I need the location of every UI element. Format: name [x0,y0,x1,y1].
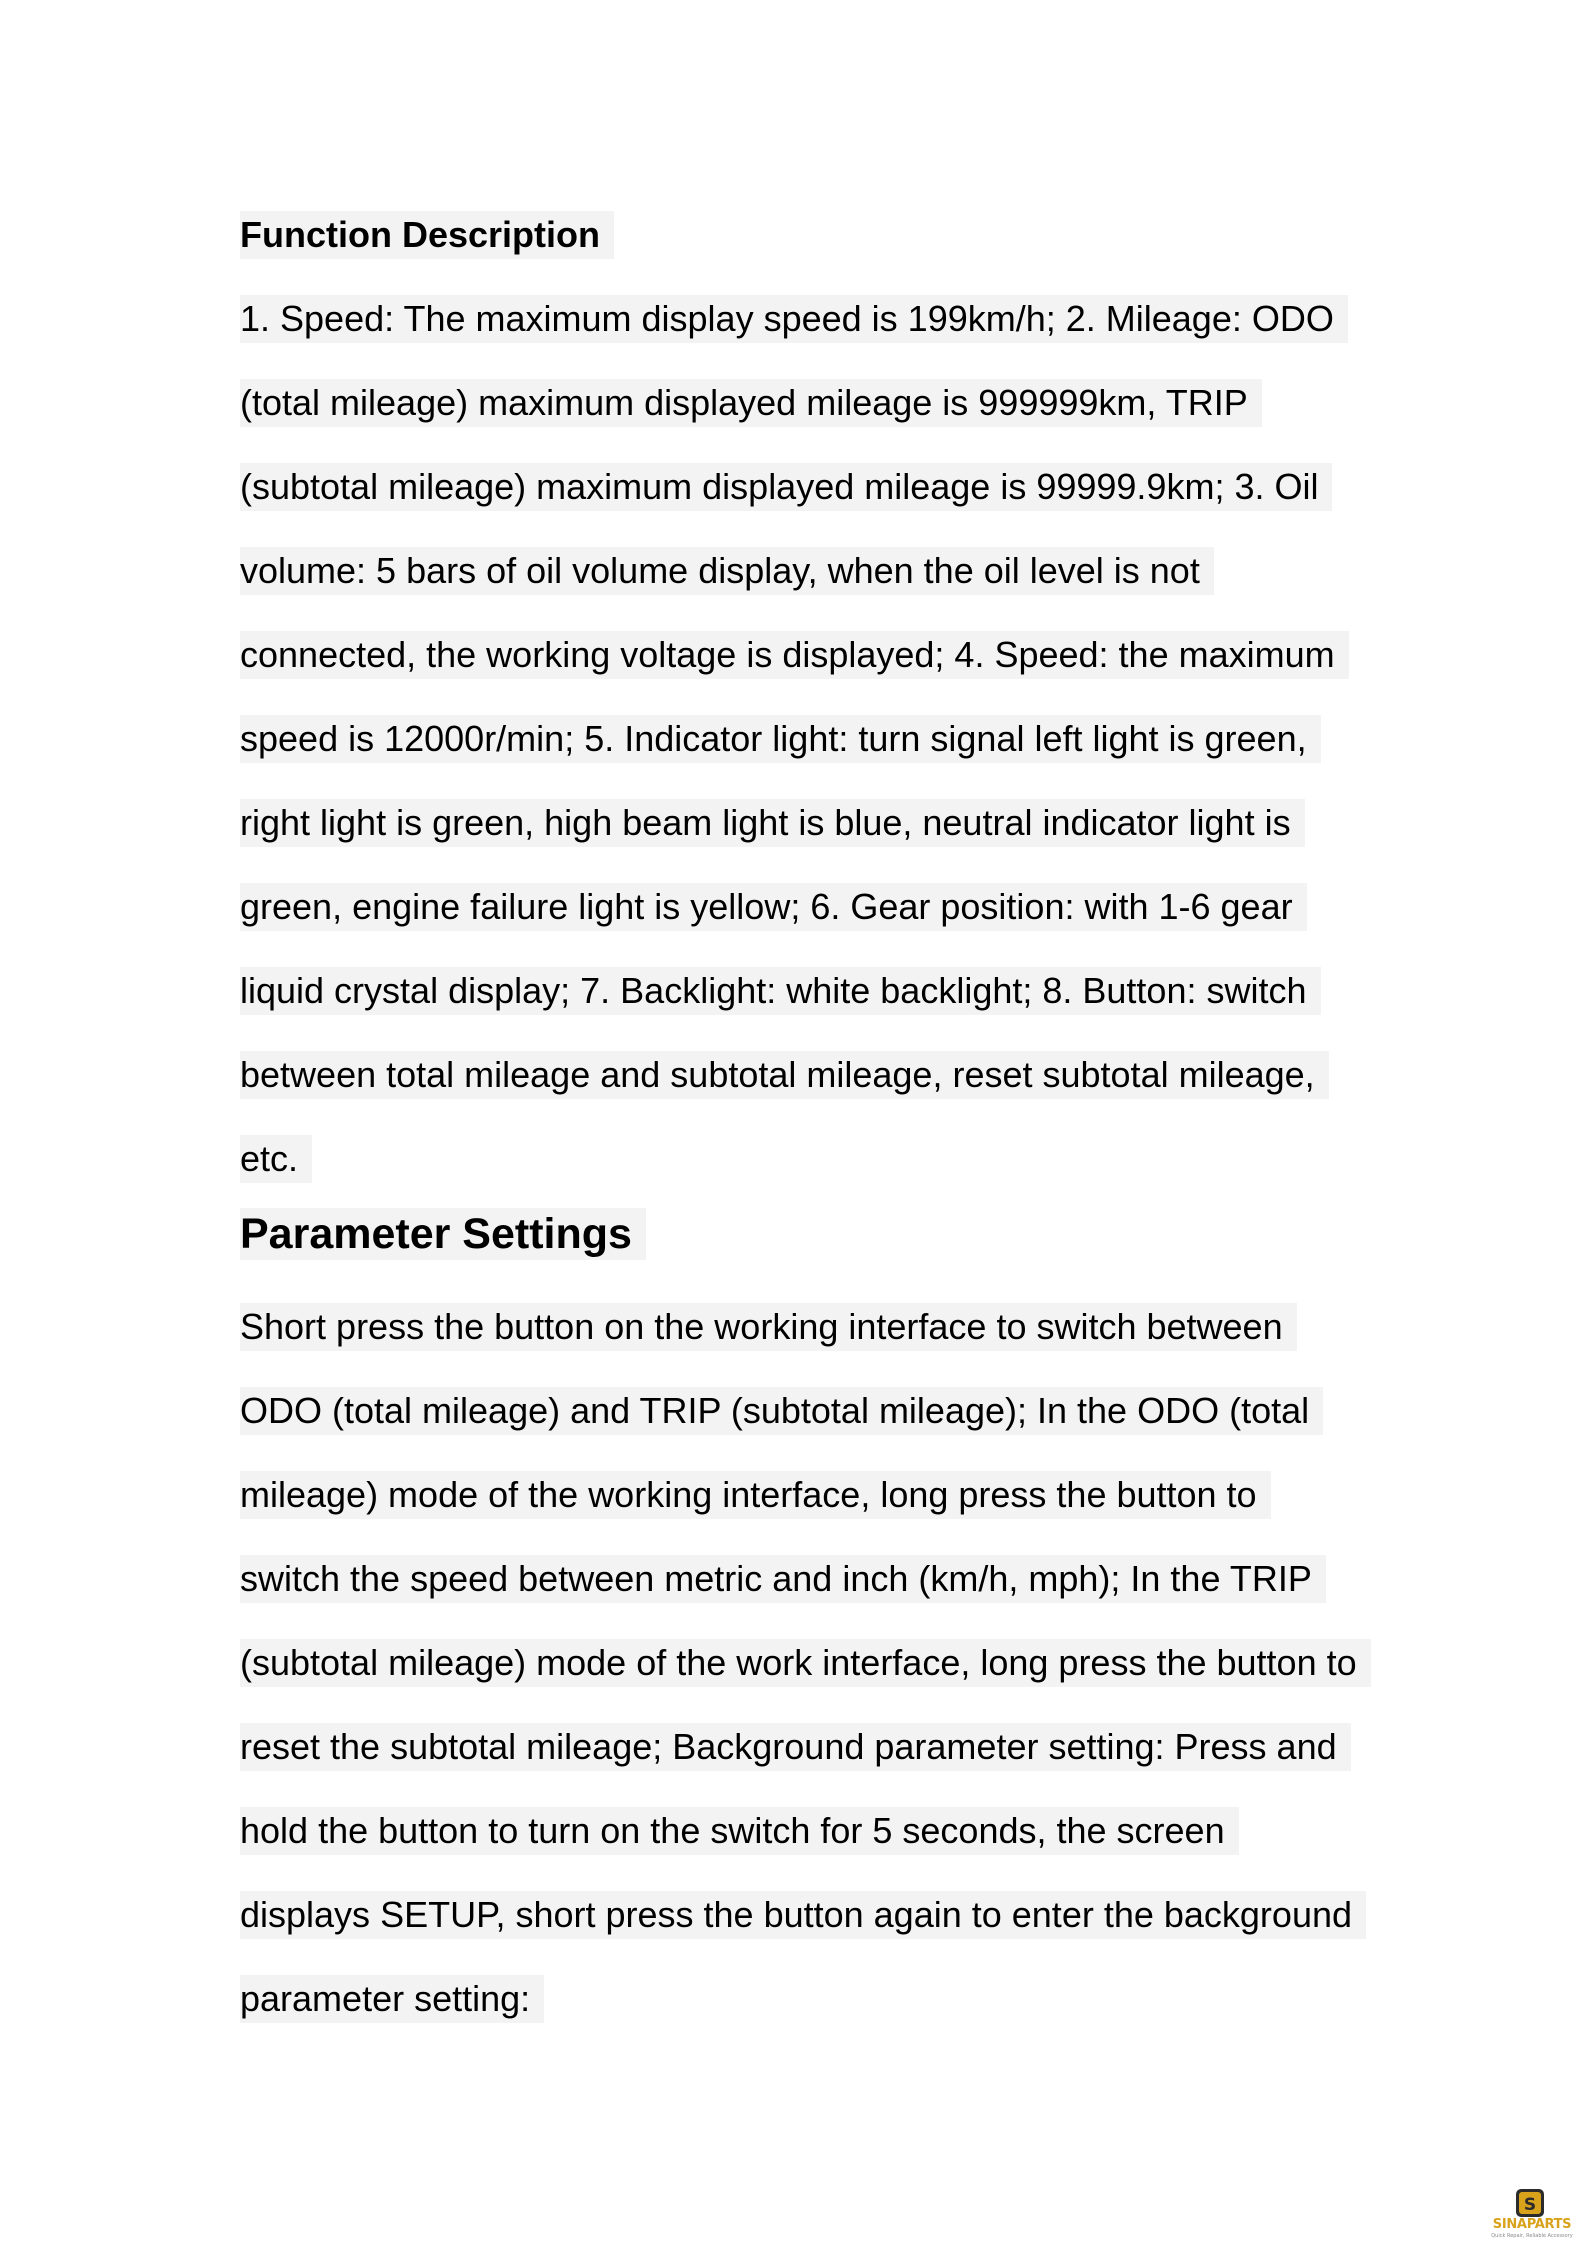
paragraph-line: ODO (total mileage) and TRIP (subtotal mileage); In the ODO (total [240,1387,1323,1435]
paragraph-line: Short press the button on the working interface to switch between [240,1303,1297,1351]
paragraph-line: hold the button to turn on the switch for 5 seconds, the screen [240,1807,1239,1855]
paragraph-line: 1. Speed: The maximum display speed is 199km/h; 2. Mileage: ODO [240,295,1348,343]
paragraph-line: green, engine failure light is yellow; 6. Gear position: with 1-6 gear [240,883,1307,931]
function-description-heading: Function Description [240,211,614,259]
paragraph-line: etc. [240,1135,312,1183]
parameter-settings-heading: Parameter Settings [240,1208,646,1260]
paragraph-line: liquid crystal display; 7. Backlight: white backlight; 8. Button: switch [240,967,1321,1015]
logo-badge-letter: S [1523,2195,1537,2215]
paragraph-line: (total mileage) maximum displayed mileage is 999999km, TRIP [240,379,1262,427]
paragraph-line: parameter setting: [240,1975,544,2023]
paragraph-line: reset the subtotal mileage; Background parameter setting: Press and [240,1723,1351,1771]
paragraph-line: right light is green, high beam light is blue, neutral indicator light is [240,799,1305,847]
paragraph-line: (subtotal mileage) mode of the work interface, long press the button to [240,1639,1371,1687]
paragraph-line: displays SETUP, short press the button again to enter the background [240,1891,1366,1939]
paragraph-line: volume: 5 bars of oil volume display, when the oil level is not [240,547,1214,595]
logo-s-mark-icon [1516,2189,1544,2217]
paragraph-line: speed is 12000r/min; 5. Indicator light: turn signal left light is green, [240,715,1321,763]
paragraph-line: between total mileage and subtotal mileage, reset subtotal mileage, [240,1051,1329,1099]
paragraph-line: (subtotal mileage) maximum displayed mileage is 99999.9km; 3. Oil [240,463,1332,511]
logo-tagline: Quick Repair, Reliable Accessory [1491,2233,1573,2239]
sinaparts-logo [1490,2183,1574,2241]
paragraph-line: mileage) mode of the working interface, long press the button to [240,1471,1271,1519]
paragraph-line: connected, the working voltage is displayed; 4. Speed: the maximum [240,631,1349,679]
logo-badge-icon [1516,2189,1544,2217]
logo-name: SINAPARTS [1492,2217,1572,2232]
paragraph-line: switch the speed between metric and inch (km/h, mph); In the TRIP [240,1555,1326,1603]
